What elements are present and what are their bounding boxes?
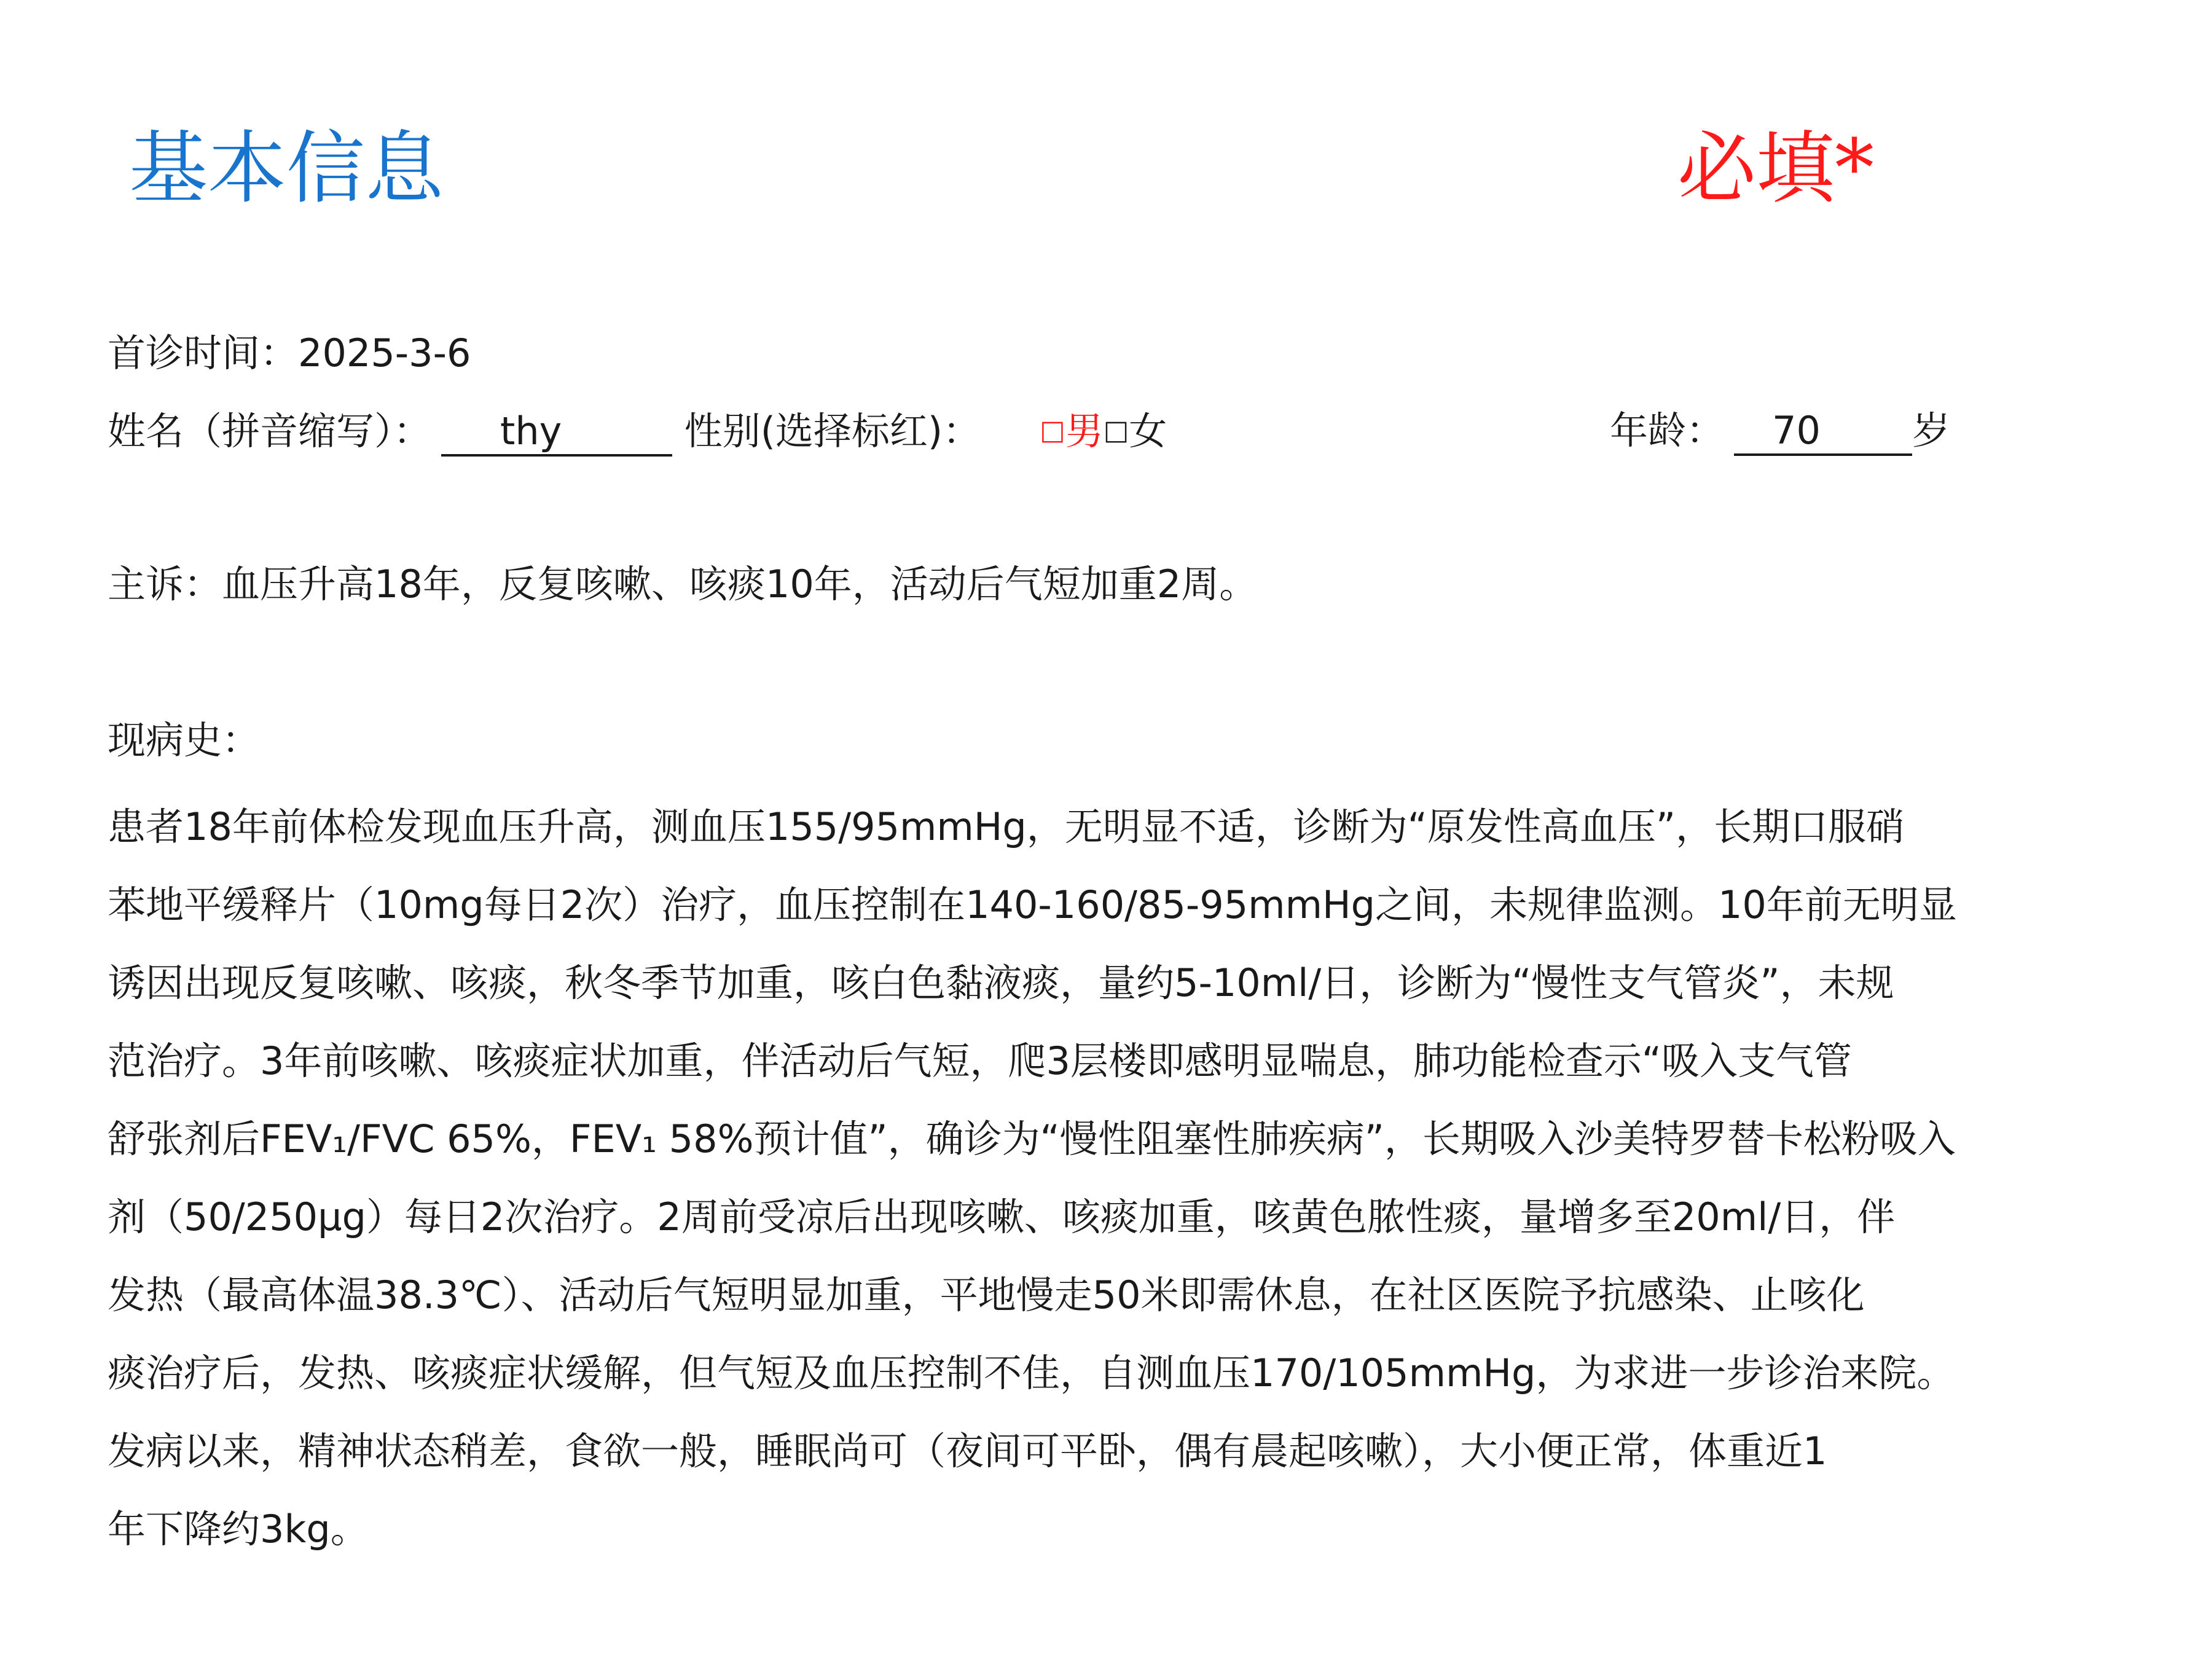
history-line: 发病以来，精神状态稍差，食欲一般，睡眠尚可（夜间可平卧，偶有晨起咳嗽），大小便正常，体重近1 — [108, 1429, 1827, 1473]
first-visit-value: 2025-3-6 — [298, 331, 471, 375]
history-label: 现病史： — [108, 718, 261, 763]
age-row — [1610, 403, 1950, 458]
history-line: 患者18年前体检发现血压升高，测血压155/95mmHg，无明显不适，诊断为“原发性高血压”，长期口服硝 — [108, 804, 1905, 849]
first-visit-label: 首诊时间： — [108, 331, 299, 375]
male-label: 男 — [1065, 409, 1104, 453]
history-line: 剂（50/250μg）每日2次治疗。2周前受凉后出现咳嗽、咳痰加重，咳黄色脓性痰，量增多至20ml/日，伴 — [108, 1194, 1896, 1239]
complaint-label: 主诉： — [108, 562, 222, 606]
male-checkbox[interactable]: □ — [1040, 415, 1065, 446]
history-line: 发热（最高体温38.3℃）、活动后气短明显加重，平地慢走50米即需休息，在社区医院予抗感染、止咳化 — [108, 1273, 1865, 1317]
name-field[interactable]: thy — [441, 409, 672, 457]
complaint-text: 血压升高18年，反复咳嗽、咳痰10年，活动后气短加重2周。 — [222, 562, 1258, 606]
history-line: 范治疗。3年前咳嗽、咳痰症状加重，伴活动后气短，爬3层楼即感明显喘息，肺功能检查示“吸入支气管 — [108, 1038, 1853, 1083]
female-checkbox[interactable]: □ — [1103, 415, 1129, 446]
female-label: 女 — [1129, 409, 1167, 453]
history-line: 痰治疗后，发热、咳痰症状缓解，但气短及血压控制不佳，自测血压170/105mmHg，为求进一步诊治来院。 — [108, 1351, 1955, 1395]
gender-option-female[interactable] — [1104, 409, 1167, 453]
page-title: 基本信息 — [129, 123, 444, 214]
required-mark: 必填* — [1677, 123, 1875, 214]
first-visit-row — [108, 326, 471, 381]
chief-complaint — [108, 557, 1257, 612]
history-line: 舒张剂后FEV₁/FVC 65%，FEV₁ 58%预计值”，确诊为“慢性阻塞性肺疾病”，长期吸入沙美特罗替卡松粉吸入 — [108, 1116, 1956, 1161]
patient-id-row — [108, 403, 1167, 459]
name-label: 姓名（拼音缩写）： — [108, 409, 432, 453]
history-text — [108, 788, 2123, 1568]
age-unit: 岁 — [1912, 408, 1951, 453]
history-line: 苯地平缓释片（10mg每日2次）治疗，血压控制在140-160/85-95mmHg之间，未规律监测。10年前无明显 — [108, 882, 1957, 927]
history-line: 诱因出现反复咳嗽、咳痰，秋冬季节加重，咳白色黏液痰，量约5-10ml/日，诊断为“慢性支气管炎”，未规 — [108, 960, 1894, 1005]
age-field[interactable]: 70 — [1734, 408, 1912, 456]
gender-option-male[interactable] — [1040, 409, 1104, 453]
age-label: 年龄： — [1610, 408, 1725, 453]
history-line: 年下降约3kg。 — [108, 1507, 369, 1551]
gender-label: 性别(选择标红)： — [684, 409, 981, 453]
